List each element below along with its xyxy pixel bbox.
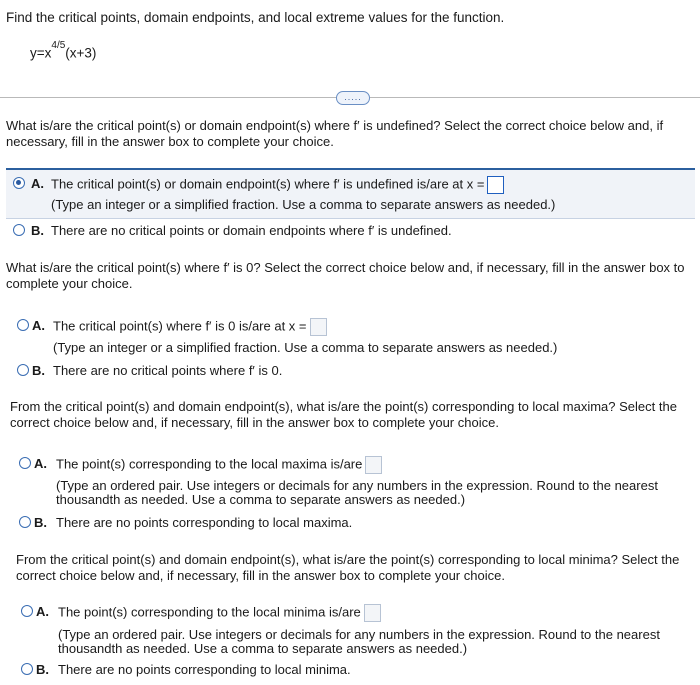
- q3-question: [10, 399, 677, 431]
- q2-option-b-text: There are no critical points where f′ is 0.: [53, 363, 283, 378]
- q4-option-a-letter: A.: [36, 604, 49, 619]
- q2-option-b-letter: B.: [32, 363, 45, 378]
- q2-question-line1: What is/are the critical point(s) where f′ is 0? Select the correct choice below and, if necessary, fill in the answer box to: [6, 260, 685, 275]
- q3-option-b-letter: B.: [34, 515, 47, 530]
- q3-option-a[interactable]: [19, 456, 689, 508]
- equation-tail: (x+3): [65, 45, 97, 61]
- q1-option-b-radio[interactable]: [13, 224, 25, 236]
- q3-option-b-radio[interactable]: [19, 516, 31, 528]
- q3-option-b-text: There are no points corresponding to local maxima.: [56, 515, 353, 530]
- q2-option-a-radio[interactable]: [17, 319, 29, 331]
- function-equation: [30, 40, 97, 61]
- q4-option-a-label: The point(s) corresponding to the local minima is/are: [58, 604, 361, 620]
- q1-answer-input[interactable]: [487, 176, 504, 194]
- q1-option-a-text: [51, 176, 504, 194]
- equation-exponent: 4/5: [51, 40, 66, 51]
- problem-prompt: Find the critical points, domain endpoints, and local extreme values for the function.: [6, 10, 505, 25]
- q4-question: [16, 552, 679, 584]
- q1-option-b[interactable]: [13, 223, 693, 239]
- q4-question-line2: correct choice below and, if necessary, fill in the answer box to complete your choice.: [16, 568, 505, 583]
- q4-option-b[interactable]: [21, 662, 691, 678]
- q3-question-line1: From the critical point(s) and domain endpoint(s), what is/are the point(s) corresponding to local maxima? Select the: [10, 399, 677, 414]
- q1-question: [6, 118, 663, 150]
- q2-option-a-letter: A.: [32, 318, 45, 333]
- q2-option-b-radio[interactable]: [17, 364, 29, 376]
- q4-question-line1: From the critical point(s) and domain endpoint(s), what is/are the point(s) corresponding to local minima? Select the: [16, 552, 680, 567]
- q1-option-a-letter: A.: [31, 176, 44, 191]
- q2-option-a-label: The critical point(s) where f′ is 0 is/are at x =: [53, 318, 307, 334]
- q2-option-a[interactable]: [17, 318, 687, 356]
- expand-more-button[interactable]: .....: [336, 91, 370, 105]
- q4-option-a-radio[interactable]: [21, 605, 33, 617]
- q3-option-a-hint2: thousandth as needed. Use a comma to separate answers as needed.): [56, 492, 466, 507]
- q1-option-a-hint: (Type an integer or a simplified fraction. Use a comma to separate answers as needed.): [51, 197, 556, 212]
- q3-option-a-hint1: (Type an ordered pair. Use integers or decimals for any numbers in the expression. Round to the nearest: [56, 478, 658, 493]
- q4-option-a-hint2: thousandth as needed. Use a comma to separate answers as needed.): [58, 641, 468, 656]
- q1-question-line1: What is/are the critical point(s) or domain endpoint(s) where f′ is undefined? Select the correct choice below and, if: [6, 118, 664, 133]
- q3-answer-input[interactable]: [365, 456, 382, 474]
- q3-option-a-label: The point(s) corresponding to the local maxima is/are: [56, 456, 363, 472]
- q4-option-a-hint1: (Type an ordered pair. Use integers or decimals for any numbers in the expression. Round to the nearest: [58, 627, 660, 642]
- q4-option-b-text: There are no points corresponding to local minima.: [58, 662, 351, 677]
- q2-option-a-hint: (Type an integer or a simplified fraction. Use a comma to separate answers as needed.): [53, 340, 558, 355]
- q4-option-a[interactable]: [21, 604, 691, 656]
- q4-option-b-radio[interactable]: [21, 663, 33, 675]
- q3-question-line2: correct choice below and, if necessary, fill in the answer box to complete your choice.: [10, 415, 499, 430]
- q4-answer-input[interactable]: [364, 604, 381, 622]
- q3-option-b[interactable]: [19, 515, 689, 531]
- q1-option-a-radio[interactable]: [13, 177, 25, 189]
- q1-option-b-text: There are no critical points or domain endpoints where f′ is undefined.: [51, 223, 452, 238]
- q2-option-a-text: [53, 318, 327, 336]
- q3-option-a-text: [56, 456, 382, 474]
- q1-question-line2: necessary, fill in the answer box to complete your choice.: [6, 134, 334, 149]
- q1-option-a[interactable]: [13, 176, 693, 214]
- q1-option-b-letter: B.: [31, 223, 44, 238]
- q2-answer-input[interactable]: [310, 318, 327, 336]
- q1-option-a-label: The critical point(s) or domain endpoint(s) where f′ is undefined is/are at x =: [51, 176, 485, 192]
- q3-option-a-letter: A.: [34, 456, 47, 471]
- q2-question-line2: complete your choice.: [6, 276, 133, 291]
- q4-option-a-text: [58, 604, 381, 622]
- equation-base: y=x: [30, 45, 52, 61]
- q4-option-b-letter: B.: [36, 662, 49, 677]
- q3-option-a-radio[interactable]: [19, 457, 31, 469]
- q2-option-b[interactable]: [17, 363, 687, 379]
- q2-question: [6, 260, 685, 292]
